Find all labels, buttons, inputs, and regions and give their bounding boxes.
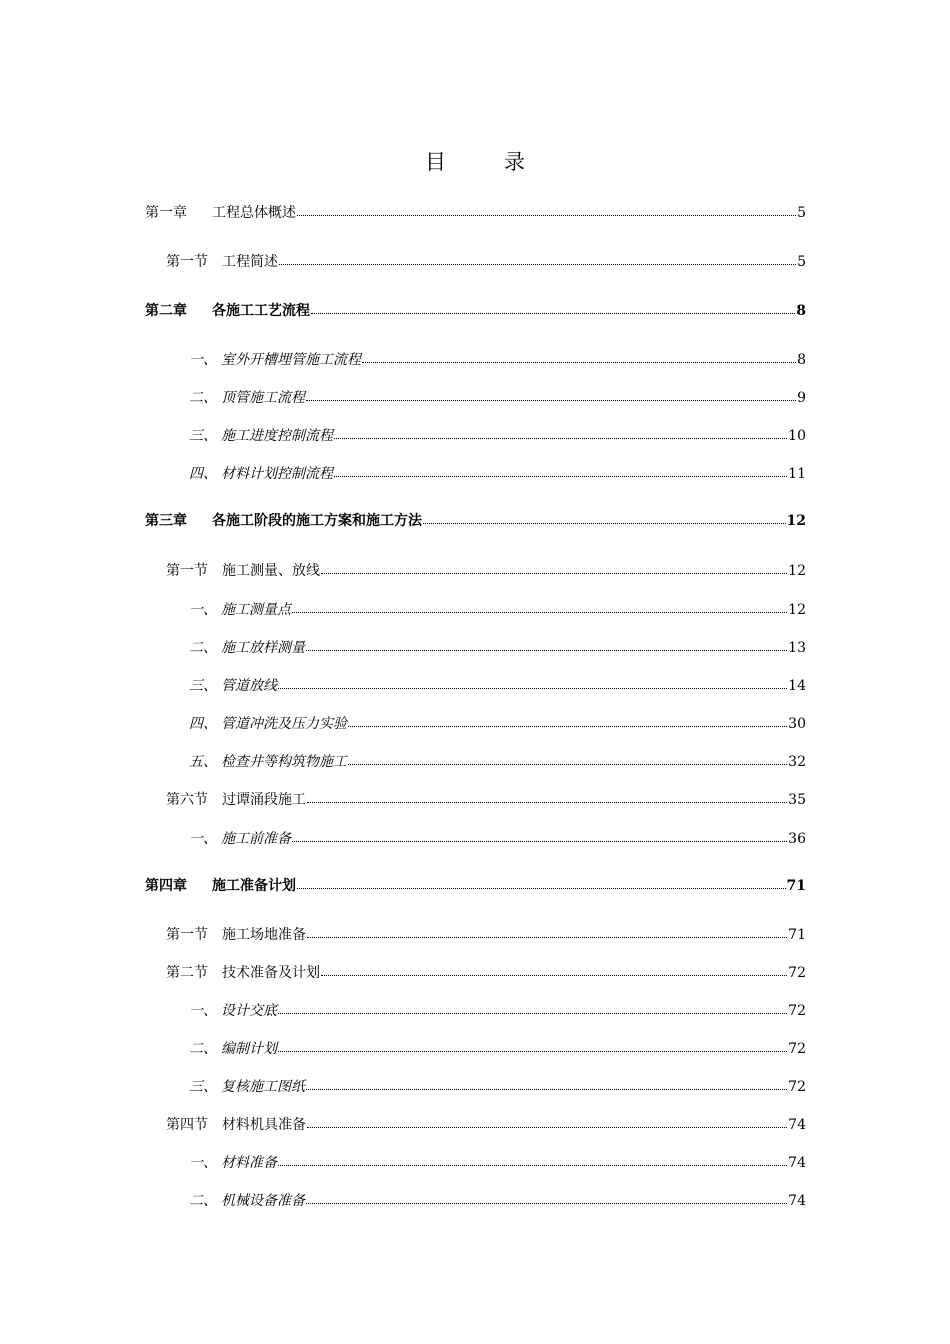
- toc-entry-page-number: 12: [788, 563, 806, 579]
- toc-entry-page-number: 12: [786, 513, 806, 529]
- toc-entry-number: 第二节: [166, 965, 208, 981]
- toc-entry-page-number: 71: [786, 878, 806, 894]
- toc-dot-leader: [423, 522, 786, 524]
- toc-entry-number: 二、: [189, 640, 217, 656]
- toc-dot-leader: [278, 687, 787, 689]
- toc-dot-leader: [297, 214, 796, 216]
- toc-entry-title: 管道冲洗及压力实验: [221, 716, 347, 732]
- toc-dot-leader: [306, 399, 796, 401]
- toc-entry-page-number: 74: [788, 1155, 806, 1171]
- toc-entry-page-number: 72: [788, 1041, 806, 1057]
- toc-entry-title: 各施工工艺流程: [212, 303, 310, 319]
- toc-entry-page-number: 10: [788, 428, 806, 444]
- toc-dot-leader: [348, 725, 787, 727]
- toc-entry[interactable]: [145, 512, 806, 530]
- toc-dot-leader: [306, 1202, 787, 1204]
- toc-entry-number: 第三章: [145, 513, 187, 529]
- toc-dot-leader: [321, 572, 787, 574]
- toc-entry-number: 一、: [189, 1155, 217, 1171]
- toc-dot-leader: [307, 936, 787, 938]
- toc-entry-title: 施工进度控制流程: [221, 428, 333, 444]
- toc-entry-page-number: 12: [788, 602, 806, 618]
- toc-entry-title: 材料机具准备: [222, 1117, 306, 1133]
- toc-entry[interactable]: [189, 753, 806, 771]
- toc-entry-title: 施工测量、放线: [222, 563, 320, 579]
- toc-entry-page-number: 72: [788, 965, 806, 981]
- toc-entry-title: 机械设备准备: [221, 1193, 305, 1209]
- toc-entry-page-number: 74: [788, 1117, 806, 1133]
- toc-dot-leader: [307, 801, 787, 803]
- toc-entry-title: 检查井等构筑物施工: [221, 754, 347, 770]
- toc-entry-title: 施工测量点: [221, 602, 291, 618]
- toc-entry-page-number: 72: [788, 1079, 806, 1095]
- toc-dot-leader: [362, 361, 796, 363]
- toc-entry-number: 一、: [189, 352, 217, 368]
- toc-entry-page-number: 13: [788, 640, 806, 656]
- toc-dot-leader: [278, 1050, 787, 1052]
- toc-entry-page-number: 5: [797, 254, 806, 270]
- toc-entry-page-number: 9: [797, 390, 806, 406]
- toc-dot-leader: [307, 1126, 787, 1128]
- toc-entry-number: 一、: [189, 831, 217, 847]
- toc-entry-number: 第一章: [145, 205, 187, 221]
- toc-entry-number: 第四章: [145, 878, 187, 894]
- toc-entry-title: 工程简述: [222, 254, 278, 270]
- toc-entry-title: 工程总体概述: [212, 205, 296, 221]
- toc-entry-number: 第二章: [145, 303, 187, 319]
- title-char-left: 目: [425, 150, 446, 174]
- toc-dot-leader: [278, 1012, 787, 1014]
- toc-dot-leader: [278, 1164, 787, 1166]
- toc-entry-number: 五、: [189, 754, 217, 770]
- toc-dot-leader: [334, 437, 787, 439]
- toc-entry-number: 四、: [189, 466, 217, 482]
- title-char-right: 录: [504, 150, 525, 174]
- toc-entry-number: 四、: [189, 716, 217, 732]
- toc-entry-number: 二、: [189, 1041, 217, 1057]
- toc-entry-title: 复核施工图纸: [221, 1079, 305, 1095]
- toc-entry[interactable]: [189, 677, 806, 695]
- toc-entry-title: 施工前准备: [221, 831, 291, 847]
- toc-dot-leader: [292, 611, 787, 613]
- toc-entry[interactable]: [166, 253, 806, 271]
- toc-entry[interactable]: [145, 302, 806, 320]
- toc-entry[interactable]: [166, 1116, 806, 1134]
- toc-entry[interactable]: [189, 715, 806, 733]
- toc-dot-leader: [321, 974, 787, 976]
- toc-entry-number: 第一节: [166, 563, 208, 579]
- toc-entry-page-number: 14: [788, 678, 806, 694]
- toc-entry-page-number: 71: [788, 927, 806, 943]
- toc-entry[interactable]: [166, 791, 806, 809]
- toc-entry-number: 三、: [189, 678, 217, 694]
- toc-entry[interactable]: [189, 1192, 806, 1210]
- toc-entry-title: 施工场地准备: [222, 927, 306, 943]
- toc-entry-title: 编制计划: [221, 1041, 277, 1057]
- toc-entry-page-number: 30: [788, 716, 806, 732]
- toc-entry[interactable]: [166, 964, 806, 982]
- toc-entry-title: 各施工阶段的施工方案和施工方法: [212, 513, 422, 529]
- toc-entry[interactable]: [166, 562, 806, 580]
- toc-entry-page-number: 36: [788, 831, 806, 847]
- toc-entry-title: 室外开槽埋管施工流程: [221, 352, 361, 368]
- toc-entry-page-number: 11: [788, 466, 806, 482]
- toc-entry-title: 设计交底: [221, 1003, 277, 1019]
- toc-entry[interactable]: [189, 601, 806, 619]
- page-title: [0, 146, 950, 176]
- toc-entry-title: 管道放线: [221, 678, 277, 694]
- toc-dot-leader: [334, 475, 787, 477]
- toc-entry[interactable]: [145, 204, 806, 222]
- toc-entry-number: 第一节: [166, 927, 208, 943]
- toc-entry[interactable]: [189, 351, 806, 369]
- toc-entry-number: 第六节: [166, 792, 208, 808]
- toc-entry-page-number: 72: [788, 1003, 806, 1019]
- toc-entry-number: 一、: [189, 1003, 217, 1019]
- toc-entry-title: 过谭涌段施工: [222, 792, 306, 808]
- toc-entry-title: 材料计划控制流程: [221, 466, 333, 482]
- toc-dot-leader: [292, 840, 787, 842]
- toc-entry[interactable]: [189, 427, 806, 445]
- toc-entry-title: 技术准备及计划: [222, 965, 320, 981]
- toc-dot-leader: [311, 312, 795, 314]
- toc-entry[interactable]: [189, 1154, 806, 1172]
- toc-entry[interactable]: [189, 1078, 806, 1096]
- toc-entry-number: 二、: [189, 390, 217, 406]
- toc-entry-page-number: 35: [788, 792, 806, 808]
- toc-entry-title: 施工准备计划: [212, 878, 296, 894]
- toc-entry[interactable]: [145, 877, 806, 895]
- toc-entry[interactable]: [166, 926, 806, 944]
- toc-dot-leader: [306, 1088, 787, 1090]
- toc-entry[interactable]: [189, 389, 806, 407]
- toc-entry-page-number: 8: [796, 303, 806, 319]
- toc-entry[interactable]: [189, 639, 806, 657]
- toc-dot-leader: [297, 887, 786, 889]
- toc-entry-page-number: 74: [788, 1193, 806, 1209]
- toc-entry-number: 三、: [189, 1079, 217, 1095]
- toc-entry[interactable]: [189, 465, 806, 483]
- toc-entry-page-number: 5: [797, 205, 806, 221]
- toc-entry-number: 三、: [189, 428, 217, 444]
- toc-dot-leader: [279, 263, 796, 265]
- toc-entry-number: 第四节: [166, 1117, 208, 1133]
- toc-entry[interactable]: [189, 830, 806, 848]
- toc-entry-title: 施工放样测量: [221, 640, 305, 656]
- toc-entry-page-number: 32: [788, 754, 806, 770]
- toc-entry-title: 顶管施工流程: [221, 390, 305, 406]
- toc-entry-page-number: 8: [797, 352, 806, 368]
- toc-entry-title: 材料准备: [221, 1155, 277, 1171]
- toc-entry-number: 第一节: [166, 254, 208, 270]
- toc-dot-leader: [348, 763, 787, 765]
- toc-dot-leader: [306, 649, 787, 651]
- toc-entry-number: 二、: [189, 1193, 217, 1209]
- toc-entry[interactable]: [189, 1040, 806, 1058]
- toc-entry-number: 一、: [189, 602, 217, 618]
- toc-entry[interactable]: [189, 1002, 806, 1020]
